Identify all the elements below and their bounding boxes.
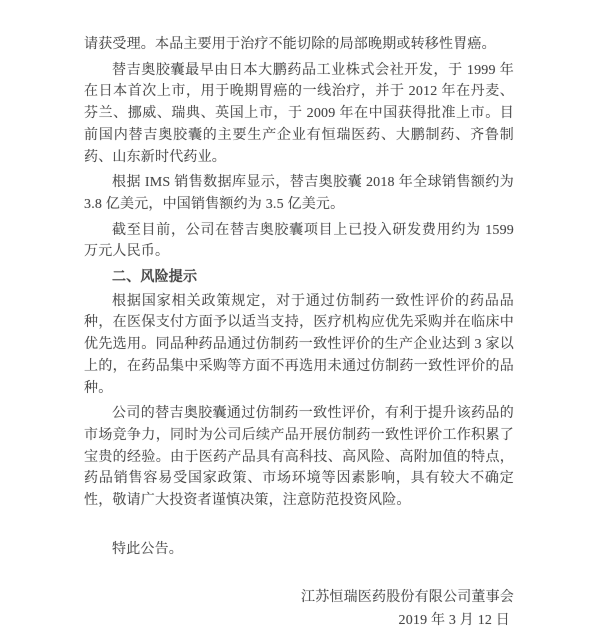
announcement-body: [84, 34, 514, 632]
risk-section-heading: 二、风险提示: [112, 270, 198, 286]
paragraph-rd-investment: 截至目前，公司在替吉奥胶囊项目上已投入研发费用约为 1599 万元人民币。: [84, 222, 514, 260]
closing-statement: 特此公告。: [112, 541, 183, 557]
paragraph-sales-data: 根据 IMS 销售数据库显示，替吉奥胶囊 2018 年全球销售额约为 3.8 亿美元，中国销售额约为 3.5 亿美元。: [84, 175, 514, 212]
paragraph-market-risk: 公司的替吉奥胶囊通过仿制药一致性评价，有利于提升该药品的市场竞争力，同时为公司后续产品开展仿制药一致性评价工作积累了宝贵的经验。由于医药产品具有高科技、高风险、高附加值的特点，药品销售容易受国家政策、市场环境等因素影响，具有较大不确定性，敬请广大投资者谨慎决策，注意防范投资风险。: [84, 406, 514, 509]
signature-date: 2019 年 3 月 12 日: [398, 613, 510, 629]
paragraph-policy-risk: 根据国家相关政策规定，对于通过仿制药一致性评价的药品品种，在医保支付方面予以适当支持，医疗机构应优先采购并在临床中优先选用。同品种药品通过仿制药一致性评价的生产企业达到 3 家以上的，在药品集中采购等方面不再选用未通过仿制药一致性评价的品种。: [84, 293, 514, 396]
paragraph-acceptance-and-indication: 请获受理。本品主要用于治疗不能切除的局部晚期或转移性胃癌。: [84, 37, 496, 52]
signature-company: 江苏恒瑞医药股份有限公司董事会: [301, 590, 514, 606]
paragraph-product-history: 替吉奥胶囊最早由日本大鹏药品工业株式会社开发，于 1999 年在日本首次上市，用于晚期胃癌的一线治疗，并于 2012 年在丹麦、芬兰、挪威、瑞典、英国上市，于 2009 年在中国获得批准上市。目前国内替吉奥胶囊的主要生产企业有恒瑞医药、大鹏制药、齐鲁制药、山东新时代药业。: [84, 62, 514, 165]
